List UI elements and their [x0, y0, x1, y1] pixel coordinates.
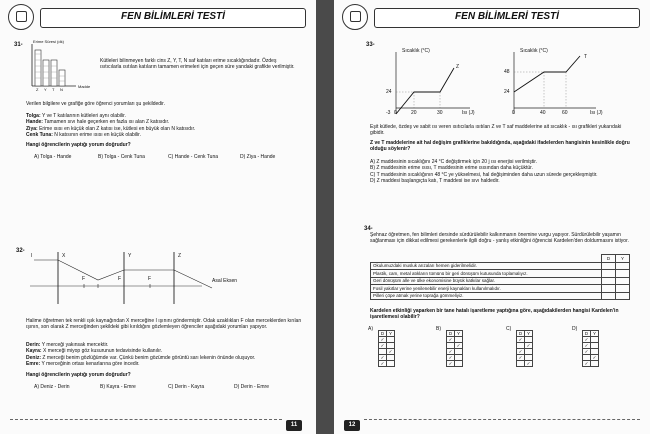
q31-bar-label-y: Y — [44, 87, 47, 92]
q33-graph-t-xlabel: Isı (J) — [590, 110, 603, 116]
q34-option-c-table[interactable]: D Y ✓ ✓ ✓ ✓ ✓ — [516, 330, 533, 367]
q34-statement-5: Pilleri çöpe atmak yerine toprağa gömmeliyiz. — [371, 292, 602, 300]
table-row — [371, 270, 630, 278]
right-page — [334, 0, 650, 434]
q31-graph-ylabel: Erime Süresi (dk) — [33, 39, 64, 44]
q31-bar-n — [59, 70, 65, 86]
q34-option-a-label[interactable]: A) — [368, 326, 373, 332]
q31-comments — [26, 113, 306, 139]
q32-option-c[interactable]: C) Derin - Kayra — [168, 384, 205, 390]
q33-graph-z-line — [396, 68, 454, 114]
q33-option-b[interactable]: B) Z maddesinin erime ısısı, T maddesinin erime ısısından daha küçüktür. — [370, 165, 533, 172]
q32-focus-label-2: F — [118, 276, 122, 282]
q32-light-ray — [34, 260, 212, 288]
q31-lead: Verilen bilgilere ve grafiğe göre öğrenci yorumları şu şekildedir. — [26, 101, 165, 107]
q31-bar-y — [43, 60, 49, 86]
q33-graph-z-xlabel: Isı (J) — [462, 110, 475, 116]
q31-bar-graph — [26, 40, 80, 94]
q34-question: Kardelen etkinliği yaparken bir tane hatalı işaretleme yaptığına göre, aşağıdakilerden hangisi Kardelen'in işaretlemesi olabilir? — [370, 308, 619, 321]
q31-comment-cenk: Cenk Tuna: N katısının erime ısısı en küçük olabilir. — [26, 132, 141, 139]
q31-bar-t — [51, 60, 57, 86]
q31-comment-hande: Hande: Tamamen sıvı hale geçerken en fazla ısı alan Z katısıdır. — [26, 119, 170, 126]
q33-graph-z-ylabel: Sıcaklık (°C) — [402, 48, 430, 54]
q32-lens-label-z: Z — [178, 253, 182, 259]
q34-number: 34- — [364, 226, 373, 232]
q33-number: 33- — [366, 42, 375, 48]
q34-activity-table — [370, 254, 630, 300]
q34-statement-2: Plastik, cam, metal atıkların tümünü bir geri dönüşüm kutusunda toplamalıyız. — [371, 270, 602, 278]
q31-question: Hangi öğrencilerin yaptığı yorum doğrudur? — [26, 142, 131, 148]
q32-comments — [26, 342, 306, 368]
q32-comment-derin: Derin: Y merceği yakınsak mercektir. — [26, 342, 109, 348]
q34-statement-3: Geri dönüşüm alle ve ülke ekonomisine büyük katkılar sağlar. — [371, 277, 602, 285]
left-page-header — [40, 8, 306, 28]
q31-comment-ziya: Ziya: Erime ısısı en küçük olan Z katısı ise, kütlesi en büyük olan N katısıdır. — [26, 125, 196, 132]
q34-option-b-table[interactable]: D Y ✓ ✓ ✓ ✓ ✓ — [446, 330, 463, 367]
q33-graph-z — [374, 46, 474, 120]
right-page-number: 12 — [344, 420, 360, 431]
q33-graph-z-series: Z — [456, 64, 460, 70]
q31-graph-xlabel: Madde — [78, 84, 91, 89]
q31-option-d[interactable]: D) Ziya - Hande — [240, 154, 276, 160]
q32-number: 32- — [16, 248, 25, 254]
q33-graph-z-xtick-0: 0 — [394, 110, 397, 116]
q34-header-d: D — [602, 255, 616, 263]
left-page — [0, 0, 316, 434]
q33-graph-t-ytick-48: 48 — [504, 69, 510, 75]
q34-option-d-label[interactable]: D) — [572, 326, 578, 332]
q31-bar-label-t: T — [52, 87, 55, 92]
right-page-footer — [364, 419, 640, 428]
q33-graph-z-ytick-24: 24 — [386, 89, 392, 95]
q31-comment-tolga: Tolga: Y ve T katılarının kütleleri aynı olabilir. — [26, 113, 126, 119]
q31-option-a[interactable]: A) Tolga - Hande — [34, 154, 72, 160]
q33-option-c[interactable]: C) T maddesinin sıcaklığının 48 °C ye yükselmesi, hal değişiminden daha uzun sürede gerçekleşmiştir. — [370, 171, 598, 178]
left-page-title: FEN BİLİMLERİ TESTİ — [121, 11, 225, 22]
q32-ray-label: I — [31, 253, 33, 259]
q32-intro: Halime öğretmen tek renkli ışık kaynağından X merceğine I ışınını göndermiştir. Odak uzaklıkları F olan merceklerden kırılan ışının, son olarak Z merceğinden şekildeki gibi kırıldığını gözlemleyen öğrenciler aşağıdaki yorumları yapıyor. — [26, 318, 302, 331]
ministry-logo-icon — [8, 4, 34, 30]
q33-graph-z-ytick-neg3: -3 — [386, 110, 391, 116]
table-row — [371, 277, 630, 285]
table-row — [371, 292, 630, 300]
q32-focus-label-3: F — [148, 276, 152, 282]
right-page-title: FEN BİLİMLERİ TESTİ — [455, 11, 559, 22]
q31-intro: Kütleleri bilinmeyen farklı cins Z, Y, T, N saf katıları erime sıcaklığındadır. Özdeş ısıtıcılarla ısıtılan katıların tamamen erimeleri için geçen süre yandaki grafikte verilmiştir. — [100, 58, 295, 71]
q33-graph-t-xtick-0: 0 — [512, 110, 515, 116]
right-page-header — [374, 8, 640, 28]
q32-lens-label-y: Y — [128, 253, 132, 259]
q34-option-d-table[interactable]: D Y ✓ ✓ ✓ ✓ ✓ — [582, 330, 599, 367]
q34-option-c-label[interactable]: C) — [506, 326, 512, 332]
q31-bar-label-n: N — [60, 87, 63, 92]
q32-option-d[interactable]: D) Derin - Emre — [234, 384, 270, 390]
q34-option-a-table[interactable]: D Y ✓ ✓ ✓ ✓ ✓ — [378, 330, 395, 367]
q33-graph-t-ylabel: Sıcaklık (°C) — [520, 48, 548, 54]
q31-option-b[interactable]: B) Tolga - Cenk Tuna — [98, 154, 145, 160]
q33-graph-t-line — [514, 56, 580, 92]
ministry-logo-icon — [342, 4, 368, 30]
q33-graph-z-xtick-20: 20 — [411, 110, 417, 116]
q33-graph-t-ytick-24: 24 — [504, 89, 510, 95]
q33-options — [370, 159, 634, 185]
q34-intro: Şehnaz öğretmen, fen bilimleri dersinde sürdürülebilir kalkınmanın önemine vurgu yapıyor. Sürdürülebilir yaşamın sağlanması için dikkat edilmesi gerekenlerle ilgili doğru - yanlış etkinliğini öğrencisi Kardelen'den doldurmasını istiyor. — [370, 232, 629, 245]
table-row — [371, 255, 630, 263]
q31-bar-z — [35, 50, 41, 86]
q32-option-b[interactable]: B) Kayra - Emre — [100, 384, 136, 390]
left-page-number: 11 — [286, 420, 302, 431]
q34-statement-1: Okulumuzdaki musluk arızaları hemen giderilmelidir. — [371, 262, 602, 270]
table-row — [371, 262, 630, 270]
q32-axis-label: Asal Eksen — [212, 278, 238, 284]
q33-graph-t-xtick-40: 40 — [540, 110, 546, 116]
q33-question: Z ve T maddelerine ait hal değişim grafiklerine bakıldığında, aşağıdaki ifadelerden hangisinin kesinlikle doğru olduğu söylenir? — [370, 140, 630, 153]
q32-question: Hangi öğrencilerin yaptığı yorum doğrudur? — [26, 372, 131, 378]
q34-header-y: Y — [616, 255, 630, 263]
q32-focus-label: F — [82, 276, 86, 282]
q31-bar-label-z: Z — [36, 87, 39, 92]
q33-graph-t-xtick-60: 60 — [562, 110, 568, 116]
q33-intro: Eşit kütlede, özdeş ve sabit ısı veren ısıtıcılarla ısıtılan Z ve T saf maddelerine ait sıcaklık - ısı grafikleri yukarıdaki gibidir. — [370, 124, 622, 137]
q32-comment-emre: Emre: Y merceğinin ortası kenarlarına göre incedir. — [26, 361, 140, 368]
left-page-footer — [10, 419, 282, 428]
q32-lens-diagram — [26, 248, 226, 308]
q33-option-a[interactable]: A) Z maddesinin sıcaklığını 24 °C değiştirmek için 20 j ısı enerjisi verilmiştir. — [370, 159, 538, 165]
q31-option-c[interactable]: C) Hande - Cenk Tuna — [168, 154, 219, 160]
q33-option-d[interactable]: D) Z maddesi başlangıçta katı, T maddesi ise sıvı haldedir. — [370, 178, 500, 185]
q33-graph-z-xtick-30: 30 — [437, 110, 443, 116]
q32-comment-deniz: Deniz: Z merceği benim gözlüğümde var. Çünkü benim gözümde görüntü sarı lekenin önünde oluşuyor. — [26, 354, 256, 361]
q33-graph-t-series: T — [584, 54, 588, 60]
q32-option-a[interactable]: A) Deniz - Derin — [34, 384, 70, 390]
q34-option-b-label[interactable]: B) — [436, 326, 441, 332]
q31-number: 31- — [14, 42, 23, 48]
table-row — [371, 285, 630, 293]
q32-comment-kayra: Kayra: X merceği miyop göz kusurunun tedavisinde kullanılır. — [26, 348, 163, 355]
q34-statement-4: Fosil yakıtlar yerine yenilenebilir enerji kaynakları kullanılmalıdır. — [371, 285, 602, 293]
q32-lens-label-x: X — [62, 253, 66, 259]
